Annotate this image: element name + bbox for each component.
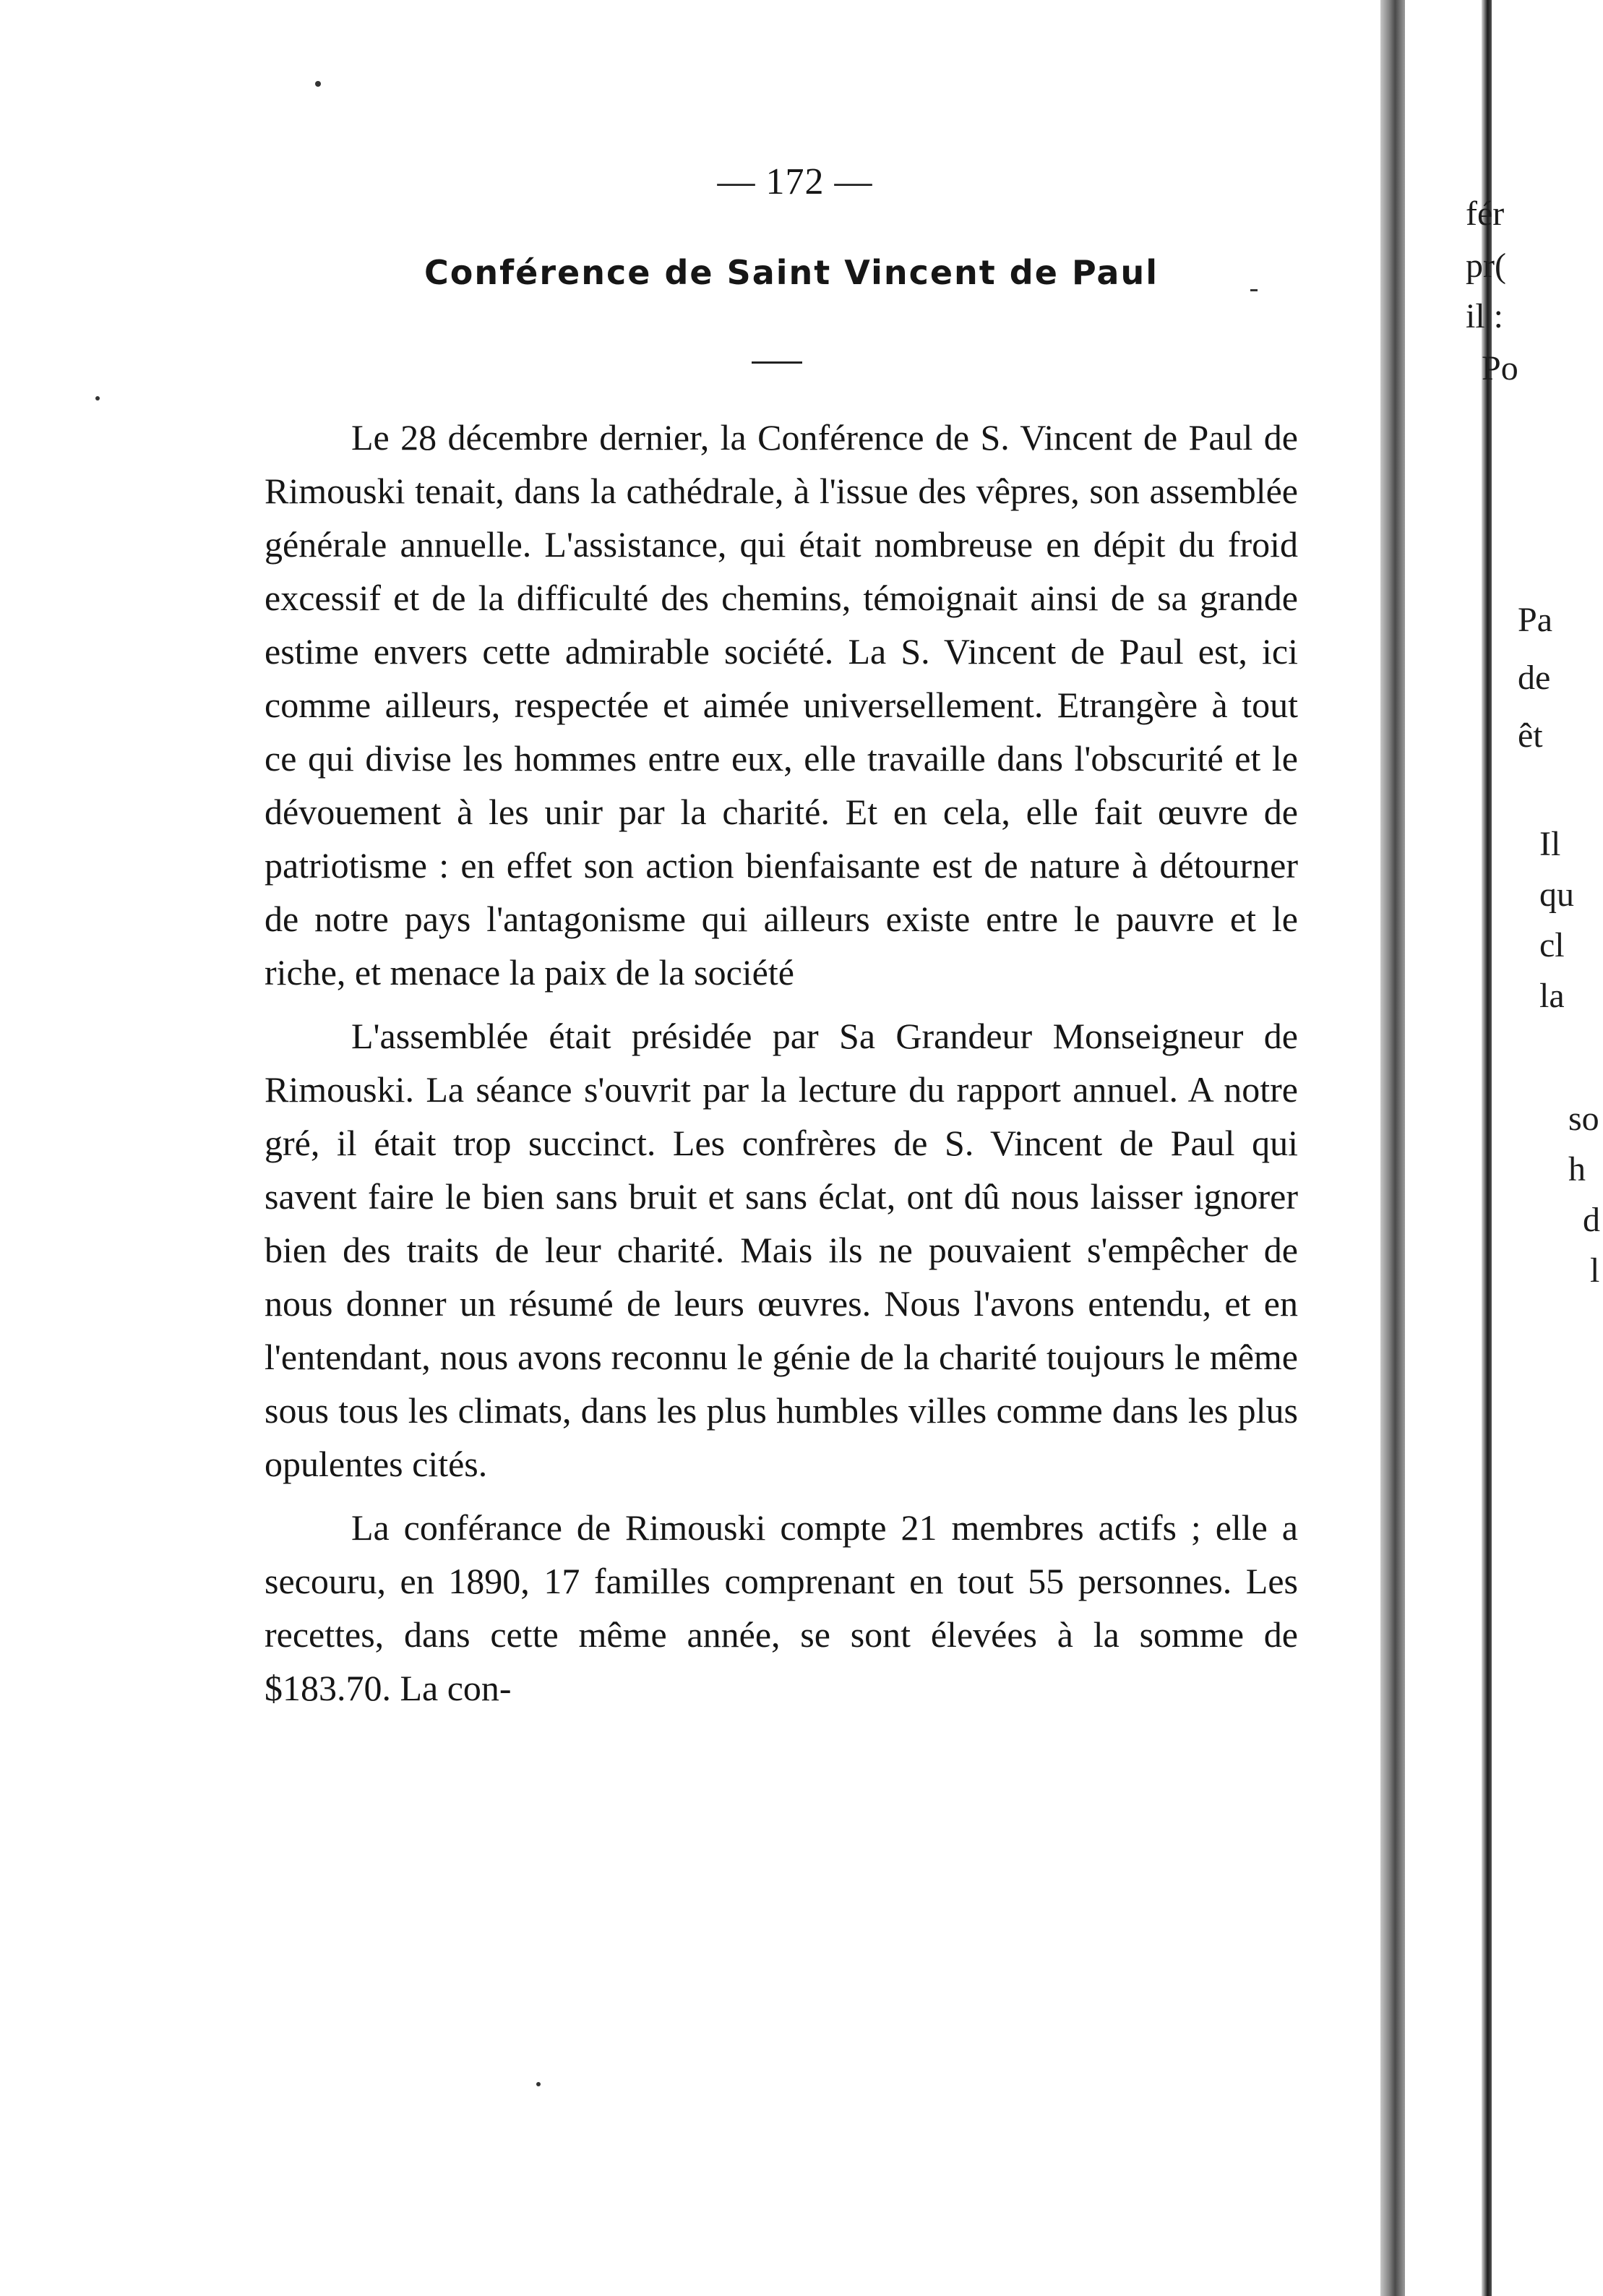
facing-text: pr( [1466, 247, 1506, 285]
facing-text: la [1539, 977, 1565, 1015]
facing-text: fér [1466, 194, 1505, 233]
facing-text: qu [1539, 875, 1574, 914]
facing-text: l [1590, 1251, 1600, 1290]
paragraph: L'assemblée était présidée par Sa Grandeur Monseigneur de Rimouski. La séance s'ouvrit par la lecture du rapport annuel. A notre gré, il était trop succinct. Les confrères de S. Vincent de Paul qui savent faire le bien sans bruit et sans éclat, ont dû nous laisser ignorer bien des traits de leur charité. Mais ils ne pouvaient s'empêcher de nous donner un résumé de leurs œuvres. Nous l'avons entendu, et en l'entendant, nous avons reconnu le génie de la charité toujours le même sous tous les climats, dans les plus humbles villes comme dans les plus opulentes cités. [265, 1016, 1298, 1484]
article-body [265, 411, 1298, 1725]
paragraph: La conférance de Rimouski compte 21 membres actifs ; elle a secouru, en 1890, 17 familles comprenant en tout 55 personnes. Les recettes, dans cette même année, se sont élevées à la somme de $183.70. La con- [265, 1507, 1298, 1708]
facing-text: Pa [1518, 601, 1552, 639]
paragraph: Le 28 décembre dernier, la Conférence de S. Vincent de Paul de Rimouski tenait, dans la cathédrale, à l'issue des vêpres, son assemblée générale annuelle. L'assistance, qui était nombreuse en dépit du froid excessif et de la difficulté des chemins, témoignait ainsi de sa grande estime envers cette admirable société. La S. Vincent de Paul est, ici comme ailleurs, respectée et aimée universellement. Etrangère à tout ce qui divise les hommes entre eux, elle travaille dans l'obscurité et le dévouement à les unir par la charité. Et en cela, elle fait œuvre de patriotisme : en effet son action bienfaisante est de nature à détourner de notre pays l'antagonisme qui ailleurs existe entre le pauvre et le riche, et menace la paix de la société [265, 417, 1298, 993]
scan-speck [1250, 289, 1258, 291]
scan-speck [315, 81, 321, 87]
facing-text: il : [1466, 297, 1504, 335]
facing-text: Il [1539, 825, 1561, 863]
section-title: Conférence de Saint Vincent de Paul [424, 253, 1159, 292]
facing-text: cl [1539, 926, 1565, 964]
page-number: — 172 — [717, 161, 873, 202]
facing-text: d [1583, 1201, 1600, 1239]
scan-speck [95, 396, 100, 400]
facing-text: êt [1518, 716, 1543, 755]
facing-text: so [1568, 1100, 1599, 1138]
facing-page-fragment [1460, 0, 1603, 2296]
facing-text: Po [1482, 349, 1518, 387]
scan-speck [536, 2082, 541, 2086]
facing-text: h [1568, 1150, 1586, 1188]
book-gutter-shadow [1380, 0, 1405, 2296]
title-divider [752, 361, 802, 364]
facing-text: de [1518, 659, 1551, 697]
